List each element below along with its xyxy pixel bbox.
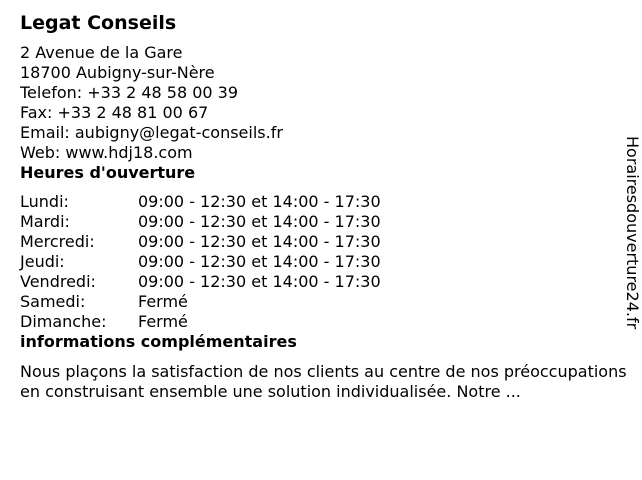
hours-row bbox=[20, 232, 381, 252]
hours-time: 09:00 - 12:30 et 14:00 - 17:30 bbox=[138, 252, 381, 271]
hours-time: 09:00 - 12:30 et 14:00 - 17:30 bbox=[138, 192, 381, 211]
hours-day: Samedi: bbox=[20, 292, 86, 311]
business-card bbox=[20, 10, 627, 402]
email-line: Email: aubigny@legat-conseils.fr bbox=[20, 123, 283, 142]
hours-time: Fermé bbox=[138, 312, 188, 331]
web-line: Web: www.hdj18.com bbox=[20, 143, 193, 162]
hours-row bbox=[20, 312, 381, 332]
hours-row bbox=[20, 272, 381, 292]
phone-line: Telefon: +33 2 48 58 00 39 bbox=[20, 83, 239, 102]
hours-row bbox=[20, 192, 381, 212]
hours-time: Fermé bbox=[138, 292, 188, 311]
hours-day: Lundi: bbox=[20, 192, 69, 211]
hours-row bbox=[20, 252, 381, 272]
hours-time: 09:00 - 12:30 et 14:00 - 17:30 bbox=[138, 212, 381, 231]
site-watermark: Horairesdouverture24.fr bbox=[623, 136, 642, 330]
business-name: Legat Conseils bbox=[20, 12, 177, 34]
hours-day: Jeudi: bbox=[20, 252, 65, 271]
hours-title: Heures d'ouverture bbox=[20, 163, 196, 182]
contact-block bbox=[20, 43, 620, 163]
info-title: informations complémentaires bbox=[20, 332, 297, 351]
fax-line: Fax: +33 2 48 81 00 67 bbox=[20, 103, 209, 122]
hours-day: Mardi: bbox=[20, 212, 70, 231]
hours-row bbox=[20, 212, 381, 232]
hours-table bbox=[20, 192, 381, 332]
hours-row bbox=[20, 292, 381, 312]
address-line-1: 2 Avenue de la Gare bbox=[20, 43, 183, 62]
hours-day: Mercredi: bbox=[20, 232, 95, 251]
hours-time: 09:00 - 12:30 et 14:00 - 17:30 bbox=[138, 232, 381, 251]
info-text: Nous plaçons la satisfaction de nos clients au centre de nos préoccupations en construisant ensemble une solution individualisée. Notre ... bbox=[20, 362, 627, 401]
hours-day: Vendredi: bbox=[20, 272, 96, 291]
address-line-2: 18700 Aubigny-sur-Nère bbox=[20, 63, 215, 82]
hours-day: Dimanche: bbox=[20, 312, 107, 331]
hours-time: 09:00 - 12:30 et 14:00 - 17:30 bbox=[138, 272, 381, 291]
